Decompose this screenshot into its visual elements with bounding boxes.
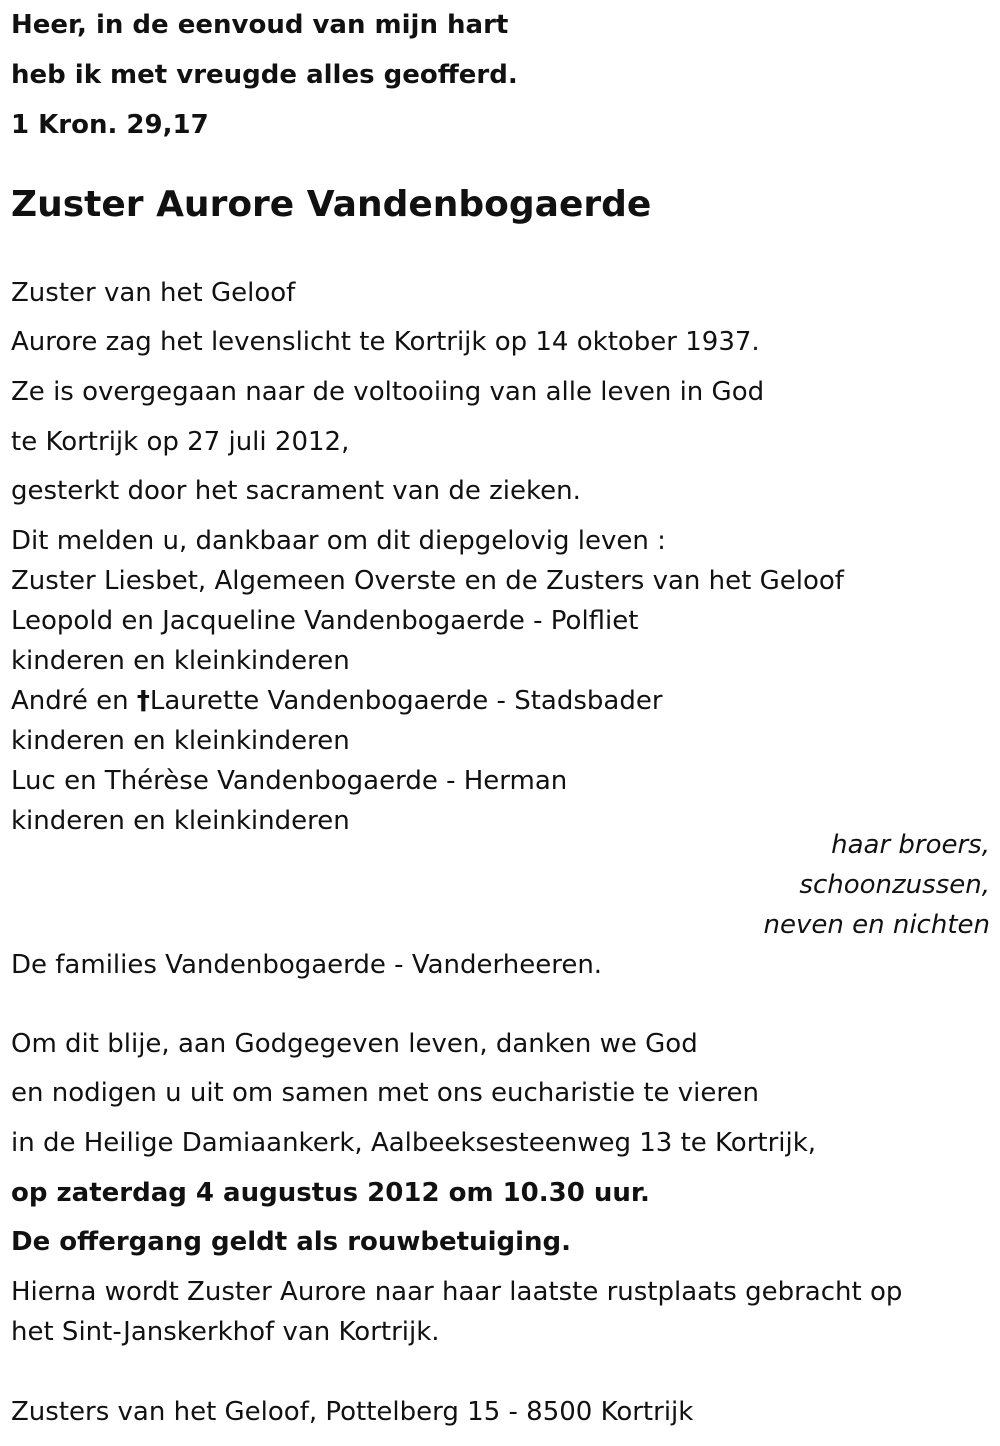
announcer-line-7: kinderen en kleinkinderen xyxy=(11,806,350,836)
service-date-time: op zaterdag 4 augustus 2012 om 10.30 uur. xyxy=(11,1178,650,1208)
verse-line-1: Heer, in de eenvoud van mijn hart xyxy=(11,10,509,40)
relation-line-3: neven en nichten xyxy=(763,910,990,940)
announcer-line-2: Leopold en Jacqueline Vandenbogaerde - Polfliet xyxy=(11,606,639,636)
offering-note: De offergang geldt als rouwbetuiging. xyxy=(11,1227,572,1257)
announcer-line-4 xyxy=(11,686,663,716)
service-line-1: Om dit blije, aan Godgegeven leven, danken we God xyxy=(11,1029,698,1059)
verse-reference: 1 Kron. 29,17 xyxy=(11,110,209,140)
announcer-line-5: kinderen en kleinkinderen xyxy=(11,726,350,756)
relation-line-1: haar broers, xyxy=(831,830,990,860)
relation-line-2: schoonzussen, xyxy=(799,870,990,900)
burial-line-2: het Sint-Janskerkhof van Kortrijk. xyxy=(11,1317,440,1347)
burial-line-1: Hierna wordt Zuster Aurore naar haar laatste rustplaats gebracht op xyxy=(11,1277,903,1307)
bio-sacrament: gesterkt door het sacrament van de zieken. xyxy=(11,476,581,506)
deceased-name: Zuster Aurore Vandenbogaerde xyxy=(11,184,652,225)
announcer-line-3: kinderen en kleinkinderen xyxy=(11,646,350,676)
announcer-line-4-suffix: Laurette Vandenbogaerde - Stadsbader xyxy=(149,686,663,716)
service-line-2: en nodigen u uit om samen met ons eucharistie te vieren xyxy=(11,1078,759,1108)
announcer-line-1: Zuster Liesbet, Algemeen Overste en de Zusters van het Geloof xyxy=(11,566,844,596)
verse-line-2: heb ik met vreugde alles geofferd. xyxy=(11,60,518,90)
announcer-line-4-prefix: André en xyxy=(11,686,137,716)
bio-death-line-2: te Kortrijk op 27 juli 2012, xyxy=(11,427,350,457)
bio-birth: Aurore zag het levenslicht te Kortrijk op 14 oktober 1937. xyxy=(11,327,760,357)
cross-icon: † xyxy=(136,686,150,716)
service-line-3: in de Heilige Damiaankerk, Aalbeeksesteenweg 13 te Kortrijk, xyxy=(11,1128,817,1158)
families-line: De families Vandenbogaerde - Vanderheeren. xyxy=(11,950,603,980)
bio-congregation: Zuster van het Geloof xyxy=(11,278,296,308)
announcers-intro: Dit melden u, dankbaar om dit diepgelovig leven : xyxy=(11,526,666,556)
contact-address: Zusters van het Geloof, Pottelberg 15 - 8500 Kortrijk xyxy=(11,1397,694,1427)
announcer-line-6: Luc en Thérèse Vandenbogaerde - Herman xyxy=(11,766,568,796)
bio-death-line-1: Ze is overgegaan naar de voltooiing van alle leven in God xyxy=(11,377,765,407)
